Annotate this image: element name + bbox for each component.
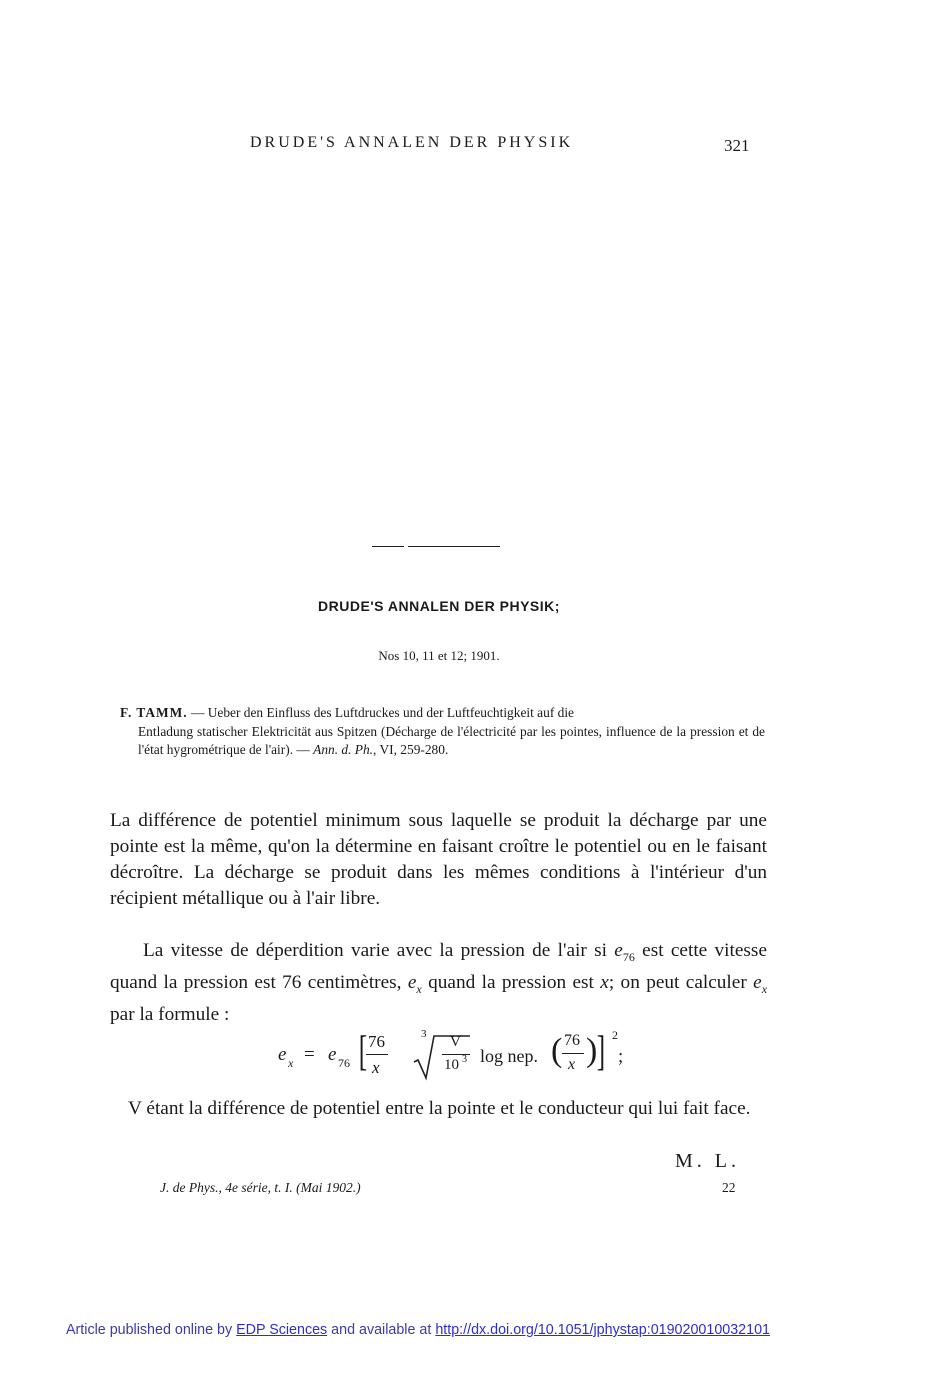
formula-paren-left: ( [551, 1032, 563, 1069]
formula-fraction-bar [366, 1054, 388, 1055]
formula-bracket-right: ] [596, 1029, 606, 1075]
author-signature: M. L. [675, 1150, 740, 1172]
formula-lhs: e [278, 1044, 287, 1065]
signature-mark: 22 [722, 1180, 736, 1195]
footer-citation: J. de Phys., 4e série, t. I. (Mai 1902.) [160, 1180, 361, 1195]
p2-text-a: La vitesse de déperdition varie avec la pression de l'air si [143, 940, 615, 961]
p2-text-b: est cette vitesse quand la pression est 76 centimètres, [110, 940, 767, 993]
p2-text-e: par la formule : [110, 1003, 230, 1025]
publication-middle: and available at [327, 1322, 436, 1338]
p2-var-ex-2: e [753, 971, 762, 993]
body-paragraph-2 [110, 938, 767, 1028]
formula-equals: = [304, 1044, 315, 1065]
formula-paren-right: ) [586, 1032, 598, 1069]
p2-var-x: x [600, 971, 609, 993]
p2-text-d: ; on peut calculer [608, 971, 754, 993]
publisher-link[interactable]: EDP Sciences [236, 1322, 328, 1338]
doi-link[interactable]: http://dx.doi.org/10.1051/jphystap:019020010032101 [435, 1322, 770, 1338]
p2-var-e76: e [614, 940, 623, 961]
citation-author: F. TAMM. [120, 705, 188, 720]
formula-coef: e [328, 1044, 337, 1065]
formula-root-den-exp: 3 [462, 1054, 467, 1065]
body-paragraph-1: La différence de potentiel minimum sous laquelle se produit la décharge par une pointe est la même, qu'on la détermine en faisant croître le potentiel ou en le faisant décroître. La décharge se produit dans les mêmes conditions à l'intérieur d'un récipient métallique ou à l'air libre. [110, 810, 767, 909]
formula-root-den: 10 [444, 1057, 459, 1073]
p2-var-ex: e [407, 971, 417, 993]
citation-title-rest: Entladung statischer Elektricität aus Spitzen (Décharge de l'électricité par les pointes, influence de la pression et de l'état hygrométrique de l'air). — [138, 723, 765, 757]
citation-continuation [120, 723, 765, 760]
formula-coef-sub: 76 [338, 1056, 350, 1070]
citation-journal: Ann. d. Ph. [313, 742, 374, 757]
formula-paren-bar [562, 1053, 584, 1054]
publication-prefix: Article published online by [66, 1322, 237, 1338]
formula [278, 1030, 638, 1086]
formula-root-num: V [450, 1034, 461, 1050]
section-rule-long [408, 546, 500, 547]
formula-log: log nep. [480, 1046, 538, 1066]
formula-lhs-sub: x [288, 1056, 294, 1070]
formula-paren-num: 76 [564, 1032, 580, 1049]
article-citation [120, 704, 765, 760]
formula-fraction-num: 76 [368, 1032, 385, 1051]
citation-title-line-1: — Ueber den Einfluss des Luftdruckes und der Luftfeuchtigkeit auf die [187, 705, 574, 720]
running-head: DRUDE'S ANNALEN DER PHYSIK [250, 134, 574, 151]
issue-line: Nos 10, 11 et 12; 1901. [378, 648, 500, 663]
p2-sub-x: x [416, 981, 422, 996]
formula-end: ; [618, 1046, 624, 1067]
formula-bracket-left: [ [358, 1029, 368, 1075]
formula-fraction-den: x [372, 1058, 380, 1077]
formula-paren-den: x [568, 1056, 576, 1073]
formula-power: 2 [612, 1028, 618, 1042]
journal-heading: DRUDE'S ANNALEN DER PHYSIK; [318, 598, 560, 614]
p2-sub-76: 76 [622, 949, 635, 964]
p2-sub-x-2: x [761, 981, 768, 996]
page-number: 321 [724, 136, 750, 155]
p2-text-c: quand la pression est [421, 971, 601, 993]
formula-root-index: 3 [421, 1028, 427, 1040]
section-rule-short [372, 546, 404, 547]
publication-note [66, 1322, 770, 1338]
body-paragraph-3: V étant la différence de potentiel entre la pointe et le conducteur qui lui fait face. [128, 1098, 751, 1119]
citation-volume-pages: , VI, 259-280. [373, 742, 449, 757]
